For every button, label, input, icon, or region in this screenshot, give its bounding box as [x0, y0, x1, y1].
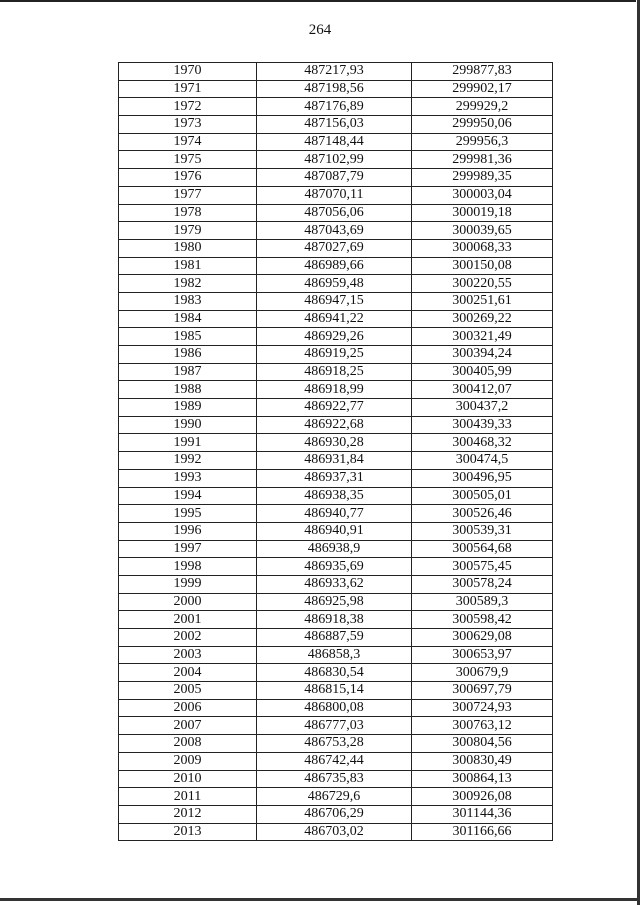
value-b-cell: 300697,79	[412, 682, 553, 700]
year-cell: 1985	[119, 328, 257, 346]
value-a-cell: 486938,9	[257, 540, 412, 558]
year-cell: 1971	[119, 80, 257, 98]
value-a-cell: 486919,25	[257, 346, 412, 364]
value-b-cell: 299950,06	[412, 116, 553, 134]
year-cell: 1989	[119, 399, 257, 417]
year-cell: 2001	[119, 611, 257, 629]
year-cell: 2002	[119, 629, 257, 647]
value-b-cell: 300578,24	[412, 575, 553, 593]
table-row	[119, 346, 553, 364]
value-b-cell: 300251,61	[412, 292, 553, 310]
year-cell: 1979	[119, 222, 257, 240]
value-b-cell: 299981,36	[412, 151, 553, 169]
year-cell: 1998	[119, 558, 257, 576]
table-row	[119, 452, 553, 470]
table-row	[119, 434, 553, 452]
value-a-cell: 486887,59	[257, 629, 412, 647]
table-row	[119, 275, 553, 293]
year-cell: 2013	[119, 823, 257, 841]
table-row	[119, 169, 553, 187]
value-a-cell: 487217,93	[257, 63, 412, 81]
value-b-cell: 300405,99	[412, 363, 553, 381]
year-cell: 1976	[119, 169, 257, 187]
year-cell: 1995	[119, 505, 257, 523]
year-cell: 1981	[119, 257, 257, 275]
table-row	[119, 98, 553, 116]
scan-edge-bottom	[0, 898, 640, 901]
value-a-cell: 486929,26	[257, 328, 412, 346]
table-row	[119, 575, 553, 593]
year-cell: 2006	[119, 699, 257, 717]
year-cell: 1975	[119, 151, 257, 169]
value-a-cell: 486937,31	[257, 469, 412, 487]
year-cell: 2010	[119, 770, 257, 788]
value-a-cell: 487156,03	[257, 116, 412, 134]
value-b-cell: 300019,18	[412, 204, 553, 222]
table-row	[119, 292, 553, 310]
value-b-cell: 300830,49	[412, 752, 553, 770]
table-body	[119, 63, 553, 841]
table-row	[119, 505, 553, 523]
table-row	[119, 629, 553, 647]
table-row	[119, 133, 553, 151]
table-row	[119, 646, 553, 664]
year-cell: 1983	[119, 292, 257, 310]
value-a-cell: 486753,28	[257, 735, 412, 753]
value-b-cell: 300003,04	[412, 186, 553, 204]
value-b-cell: 300394,24	[412, 346, 553, 364]
table-row	[119, 593, 553, 611]
year-cell: 1994	[119, 487, 257, 505]
table-row	[119, 151, 553, 169]
table-row	[119, 416, 553, 434]
table-row	[119, 204, 553, 222]
table-row	[119, 186, 553, 204]
value-b-cell: 299956,3	[412, 133, 553, 151]
value-a-cell: 486931,84	[257, 452, 412, 470]
year-cell: 1999	[119, 575, 257, 593]
year-cell: 2007	[119, 717, 257, 735]
value-b-cell: 300564,68	[412, 540, 553, 558]
year-cell: 2000	[119, 593, 257, 611]
value-a-cell: 486800,08	[257, 699, 412, 717]
table-row	[119, 487, 553, 505]
year-cell: 2009	[119, 752, 257, 770]
table-row	[119, 257, 553, 275]
table-row	[119, 540, 553, 558]
year-cell: 2005	[119, 682, 257, 700]
table-row	[119, 469, 553, 487]
value-a-cell: 486940,91	[257, 522, 412, 540]
table-row	[119, 328, 553, 346]
year-cell: 1997	[119, 540, 257, 558]
value-b-cell: 300437,2	[412, 399, 553, 417]
year-cell: 1972	[119, 98, 257, 116]
value-a-cell: 486941,22	[257, 310, 412, 328]
value-a-cell: 487027,69	[257, 239, 412, 257]
year-cell: 1990	[119, 416, 257, 434]
table-row	[119, 788, 553, 806]
value-a-cell: 486918,99	[257, 381, 412, 399]
value-a-cell: 486830,54	[257, 664, 412, 682]
value-a-cell: 486815,14	[257, 682, 412, 700]
value-a-cell: 486922,77	[257, 399, 412, 417]
value-b-cell: 300412,07	[412, 381, 553, 399]
year-cell: 1996	[119, 522, 257, 540]
table-row	[119, 116, 553, 134]
year-cell: 1977	[119, 186, 257, 204]
value-a-cell: 486729,6	[257, 788, 412, 806]
year-cell: 1982	[119, 275, 257, 293]
year-cell: 1974	[119, 133, 257, 151]
year-cell: 1992	[119, 452, 257, 470]
table-row	[119, 558, 553, 576]
value-a-cell: 487198,56	[257, 80, 412, 98]
value-b-cell: 299877,83	[412, 63, 553, 81]
page-number: 264	[308, 22, 332, 38]
table-row	[119, 80, 553, 98]
year-cell: 1973	[119, 116, 257, 134]
table-row	[119, 682, 553, 700]
value-b-cell: 300653,97	[412, 646, 553, 664]
table-row	[119, 611, 553, 629]
value-a-cell: 487043,69	[257, 222, 412, 240]
value-a-cell: 486777,03	[257, 717, 412, 735]
value-b-cell: 300439,33	[412, 416, 553, 434]
year-cell: 2012	[119, 805, 257, 823]
value-b-cell: 300269,22	[412, 310, 553, 328]
table-row	[119, 363, 553, 381]
scan-edge-top	[0, 0, 636, 2]
value-a-cell: 487102,99	[257, 151, 412, 169]
value-b-cell: 300068,33	[412, 239, 553, 257]
value-a-cell: 486742,44	[257, 752, 412, 770]
table-row	[119, 239, 553, 257]
value-a-cell: 486930,28	[257, 434, 412, 452]
value-a-cell: 486989,66	[257, 257, 412, 275]
year-cell: 1970	[119, 63, 257, 81]
value-b-cell: 300321,49	[412, 328, 553, 346]
value-a-cell: 486925,98	[257, 593, 412, 611]
year-cell: 2004	[119, 664, 257, 682]
value-b-cell: 300526,46	[412, 505, 553, 523]
value-a-cell: 487176,89	[257, 98, 412, 116]
table-row	[119, 381, 553, 399]
table-row	[119, 770, 553, 788]
value-b-cell: 300679,9	[412, 664, 553, 682]
value-b-cell: 300926,08	[412, 788, 553, 806]
value-a-cell: 486918,38	[257, 611, 412, 629]
table-row	[119, 823, 553, 841]
value-a-cell: 487056,06	[257, 204, 412, 222]
value-b-cell: 300598,42	[412, 611, 553, 629]
value-b-cell: 300539,31	[412, 522, 553, 540]
data-table	[118, 62, 553, 841]
value-b-cell: 300629,08	[412, 629, 553, 647]
value-b-cell: 300150,08	[412, 257, 553, 275]
year-cell: 1986	[119, 346, 257, 364]
table-row	[119, 735, 553, 753]
value-b-cell: 300763,12	[412, 717, 553, 735]
value-b-cell: 300575,45	[412, 558, 553, 576]
year-cell: 1993	[119, 469, 257, 487]
table-row	[119, 310, 553, 328]
value-a-cell: 486918,25	[257, 363, 412, 381]
value-a-cell: 486938,35	[257, 487, 412, 505]
value-b-cell: 300864,13	[412, 770, 553, 788]
year-cell: 1991	[119, 434, 257, 452]
year-cell: 2011	[119, 788, 257, 806]
table-row	[119, 399, 553, 417]
value-a-cell: 486940,77	[257, 505, 412, 523]
value-a-cell: 486735,83	[257, 770, 412, 788]
value-a-cell: 486703,02	[257, 823, 412, 841]
value-b-cell: 300496,95	[412, 469, 553, 487]
value-a-cell: 486947,15	[257, 292, 412, 310]
value-b-cell: 300039,65	[412, 222, 553, 240]
value-b-cell: 299902,17	[412, 80, 553, 98]
year-cell: 1984	[119, 310, 257, 328]
value-b-cell: 300804,56	[412, 735, 553, 753]
value-b-cell: 301166,66	[412, 823, 553, 841]
value-b-cell: 300474,5	[412, 452, 553, 470]
year-cell: 1978	[119, 204, 257, 222]
value-a-cell: 486959,48	[257, 275, 412, 293]
value-a-cell: 487070,11	[257, 186, 412, 204]
value-b-cell: 300589,3	[412, 593, 553, 611]
value-a-cell: 486706,29	[257, 805, 412, 823]
value-b-cell: 299989,35	[412, 169, 553, 187]
table-row	[119, 752, 553, 770]
table-row	[119, 222, 553, 240]
table-row	[119, 699, 553, 717]
year-cell: 1988	[119, 381, 257, 399]
value-b-cell: 300468,32	[412, 434, 553, 452]
value-a-cell: 487148,44	[257, 133, 412, 151]
value-a-cell: 486935,69	[257, 558, 412, 576]
year-cell: 2003	[119, 646, 257, 664]
year-cell: 1980	[119, 239, 257, 257]
table-row	[119, 522, 553, 540]
table-row	[119, 664, 553, 682]
value-b-cell: 300724,93	[412, 699, 553, 717]
value-a-cell: 487087,79	[257, 169, 412, 187]
table-row	[119, 63, 553, 81]
value-a-cell: 486933,62	[257, 575, 412, 593]
value-b-cell: 300505,01	[412, 487, 553, 505]
year-cell: 2008	[119, 735, 257, 753]
value-b-cell: 300220,55	[412, 275, 553, 293]
value-a-cell: 486922,68	[257, 416, 412, 434]
value-b-cell: 301144,36	[412, 805, 553, 823]
table-row	[119, 805, 553, 823]
value-b-cell: 299929,2	[412, 98, 553, 116]
value-a-cell: 486858,3	[257, 646, 412, 664]
table-row	[119, 717, 553, 735]
year-cell: 1987	[119, 363, 257, 381]
